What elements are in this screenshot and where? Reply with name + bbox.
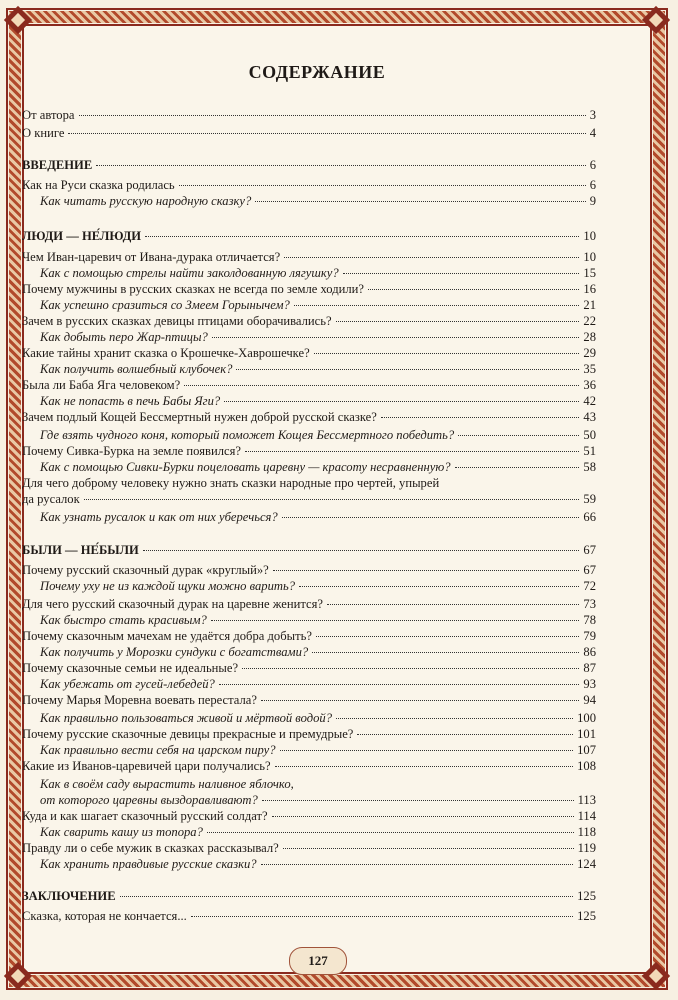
toc-entry-title: Чем Иван-царевич от Ивана-дурака отличается? [22,250,281,264]
toc-entry-page: 118 [577,825,596,839]
toc-entry-title: Как на Руси сказка родилась [22,178,175,192]
leader-dots [280,750,574,751]
toc-entry-title: Правду ли о себе мужик в сказках рассказывал? [22,841,279,855]
toc-entry-page: 36 [583,378,596,392]
toc-subentry [40,612,596,628]
toc-entry-page: 35 [583,362,596,376]
toc-entry-title: Как узнать русалок и как от них уберечься? [40,510,278,524]
toc-entry-page: 4 [589,126,596,140]
toc-entry-page: 93 [583,677,596,691]
toc-subentry [40,459,596,475]
leader-dots [272,816,574,817]
leader-dots [242,668,579,669]
toc-entry-page: 114 [577,809,596,823]
leader-dots [211,620,580,621]
leader-dots [207,832,574,833]
leader-dots [336,718,573,719]
leader-dots [357,734,573,735]
leader-dots [261,864,574,865]
toc-subentry [40,676,596,692]
toc-entry-title: Как правильно пользоваться живой и мёртвой водой? [40,711,332,725]
toc-entry-title-cont: от которого царевны выздоравливают? [40,793,258,807]
toc-entry-page: 119 [577,841,596,855]
toc-entry [22,692,596,708]
toc-entry-page: 15 [583,266,596,280]
toc-section-heading [22,542,596,558]
toc-entry-title: ЛЮДИ — НЕ́ЛЮДИ [22,229,142,243]
leader-dots [455,467,580,468]
toc-entry [22,177,596,193]
toc-entry-title-cont: да русалок [22,492,80,506]
toc-entry-page: 73 [583,597,596,611]
toc-entry-title: Как успешно сразиться со Змеем Горынычем? [40,298,290,312]
leader-dots [120,896,574,897]
toc-section-heading [22,228,596,244]
toc-entry-title: Почему мужчины в русских сказках не всегда по земле ходили? [22,282,364,296]
toc-entry-title: Как получить у Морозки сундуки с богатствами? [40,645,309,659]
leader-dots [381,417,580,418]
toc-entry [22,281,596,297]
leader-dots [284,257,579,258]
toc-entry [22,377,596,393]
toc-entry [22,443,596,459]
toc-entry-page: 94 [583,693,596,707]
leader-dots [458,435,579,436]
toc-entry [22,628,596,644]
toc-entry-page: 78 [583,613,596,627]
toc-entry-page: 50 [583,428,596,442]
toc-subentry-title: Как в своём саду вырастить наливное яблочко, [40,777,294,791]
toc-entry [22,345,596,361]
toc-entry-title: Как убежать от гусей-лебедей? [40,677,215,691]
toc-entry-page: 72 [583,579,596,593]
page-title: СОДЕРЖАНИЕ [248,62,386,82]
leader-dots [245,451,579,452]
toc-entry-page: 79 [583,629,596,643]
toc-entry-page: 125 [577,909,596,923]
leader-dots [68,133,585,134]
toc-entry-title: Почему русский сказочный дурак «круглый»? [22,563,269,577]
leader-dots [275,766,574,767]
toc-entry-title: Какие тайны хранит сказка о Крошечке-Хаврошечке? [22,346,310,360]
leader-dots [261,700,579,701]
toc-subentry [40,644,596,660]
toc-entry-title: ВВЕДЕНИЕ [22,158,93,172]
toc-entry-title: Почему сказочные семьи не идеальные? [22,661,239,675]
leader-dots [343,273,580,274]
toc-entry [22,808,596,824]
toc-entry-page: 101 [577,727,596,741]
leader-dots [212,337,580,338]
toc-entry-title: Как с помощью Сивки-Бурки поцеловать царевну — красоту несравненную? [40,460,451,474]
leader-dots [236,369,579,370]
toc-entry-page: 6 [589,158,596,172]
toc-subentry [40,297,596,313]
toc-entry [22,409,596,425]
toc-entry-page: 108 [577,759,596,773]
leader-dots [314,353,580,354]
toc-subentry [40,742,596,758]
leader-dots [84,499,580,500]
toc-entry-page: 87 [583,661,596,675]
toc-entry-title: Почему русские сказочные девицы прекрасные и премудрые? [22,727,354,741]
leader-dots [283,848,574,849]
toc-entry-title: Как с помощью стрелы найти заколдованную лягушку? [40,266,339,280]
toc-entry [22,107,596,123]
toc-entry-title: Почему Марья Моревна воевать перестала? [22,693,257,707]
leader-dots [143,550,580,551]
toc-entry-page: 28 [583,330,596,344]
toc-subentry [40,578,596,594]
toc-entry-title: Для чего русский сказочный дурак на царевне женится? [22,597,324,611]
toc-entry [22,313,596,329]
leader-dots [273,570,580,571]
toc-entry-title: Какие из Иванов-царевичей цари получались? [22,759,271,773]
leader-dots [96,165,585,166]
toc-entry-page: 125 [577,889,596,903]
leader-dots [179,185,586,186]
toc-entry-title: Как быстро стать красивым? [40,613,207,627]
toc-entry-page: 16 [583,282,596,296]
toc-entry [22,840,596,856]
toc-entry-title: Почему уху не из каждой щуки можно варить? [40,579,296,593]
toc-subentry [40,710,596,726]
toc-subentry [40,856,596,872]
toc-entry-title: Где взять чудного коня, который поможет Кощея Бессмертного победить? [40,428,455,442]
toc-entry-title: Почему сказочным мачехам не удаётся добра добыть? [22,629,312,643]
toc-entry-page: 6 [589,178,596,192]
leader-dots [255,201,585,202]
toc-entry-title: Сказка, которая не кончается... [22,909,187,923]
toc-entry-title: Как хранить правдивые русские сказки? [40,857,257,871]
toc-entry [22,249,596,265]
toc-subentry [40,509,596,525]
toc-subentry [40,193,596,209]
toc-entry-title: Почему Сивка-Бурка на земле появился? [22,444,241,458]
toc-entry-title: Как добыть перо Жар-птицы? [40,330,208,344]
leader-dots [336,321,580,322]
toc-entry-title: Как не попасть в печь Бабы Яги? [40,394,221,408]
toc-entry-page: 66 [583,510,596,524]
toc-entry-title: Зачем в русских сказках девицы птицами оборачивались? [22,314,332,328]
leader-dots [224,401,579,402]
leader-dots [79,115,586,116]
toc-entry [22,596,596,612]
toc-entry-title: О книге [22,126,65,140]
toc-entry-title: Зачем подлый Кощей Бессмертный нужен доброй русской сказке? [22,410,377,424]
toc-entry-title: Была ли Баба Яга человеком? [22,378,181,392]
leader-dots [316,636,579,637]
toc-entry-page: 113 [577,793,596,807]
leader-dots [184,385,579,386]
toc-subentry [40,427,596,443]
toc-subentry [40,792,596,808]
toc-entry [22,562,596,578]
toc-entry-page: 9 [589,194,596,208]
toc-entry-page: 67 [583,563,596,577]
toc-entry-page: 3 [589,108,596,122]
toc-entry-page: 43 [583,410,596,424]
leader-dots [312,652,579,653]
toc-entry-page: 21 [583,298,596,312]
toc-entry-page: 59 [583,492,596,506]
toc-subentry [40,329,596,345]
leader-dots [262,800,574,801]
toc-entry [22,660,596,676]
leader-dots [368,289,579,290]
toc-entry [22,758,596,774]
leader-dots [282,517,580,518]
toc-entry-page: 58 [583,460,596,474]
toc-entry [22,125,596,141]
toc-entry-title: Как правильно вести себя на царском пиру? [40,743,276,757]
leader-dots [299,586,579,587]
leader-dots [327,604,579,605]
toc-entry-page: 86 [583,645,596,659]
toc-entry [22,726,596,742]
toc-entry-page: 100 [577,711,596,725]
leader-dots [294,305,580,306]
page-number-badge: 127 [289,947,347,975]
toc-subentry [40,393,596,409]
toc-entry-title: Для чего доброму человеку нужно знать сказки народные про чертей, упырей [22,476,440,490]
toc-subentry [40,361,596,377]
leader-dots [219,684,580,685]
toc-entry-page: 22 [583,314,596,328]
toc-entry-page: 107 [577,743,596,757]
toc-entry-title: Как читать русскую народную сказку? [40,194,252,208]
toc-entry-page: 10 [583,229,596,243]
toc-entry-title: Как получить волшебный клубочек? [40,362,233,376]
toc-entry-page: 51 [583,444,596,458]
toc-entry-page: 10 [583,250,596,264]
toc-entry-title: Как сварить кашу из топора? [40,825,203,839]
toc-entry-title: От автора [22,108,75,122]
toc-entry-title: ЗАКЛЮЧЕНИЕ [22,889,116,903]
toc-entry-page: 29 [583,346,596,360]
toc-entry-page: 124 [577,857,596,871]
toc-entry-title: БЫЛИ — НЕ́БЫЛИ [22,543,139,557]
toc-entry [22,908,596,924]
toc-entry-title: Куда и как шагает сказочный русский солдат? [22,809,268,823]
toc-entry [22,491,596,507]
toc-section-heading [22,157,596,173]
toc-entry-page: 42 [583,394,596,408]
toc-section-heading [22,888,596,904]
leader-dots [191,916,573,917]
leader-dots [145,236,579,237]
toc-subentry [40,265,596,281]
toc-subentry [40,824,596,840]
toc-entry-page: 67 [583,543,596,557]
